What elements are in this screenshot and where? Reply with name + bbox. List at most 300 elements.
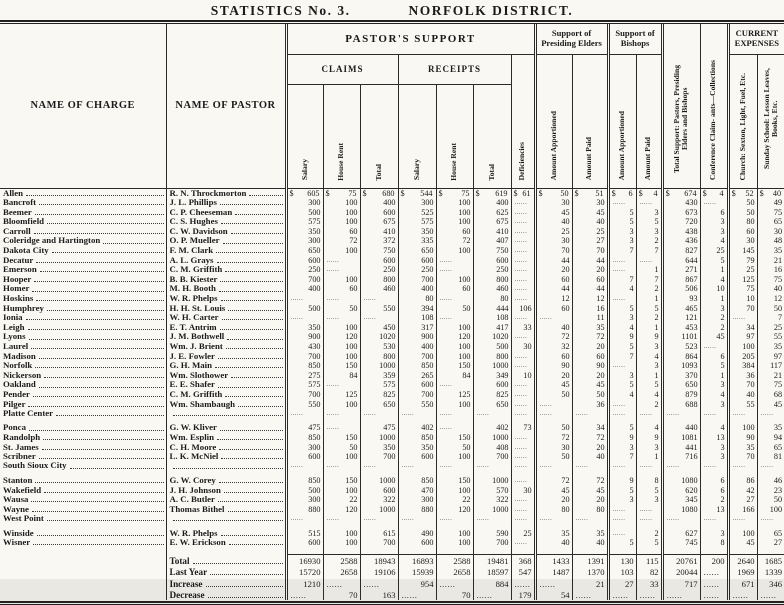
cell-deficiencies: ...... (511, 332, 535, 342)
cell-church-expenses: 205 (728, 351, 757, 361)
cell-sunday-school-expenses: 97 (757, 351, 784, 361)
cell-receipts-total: 1000 (473, 504, 511, 514)
money-wrap (512, 189, 532, 198)
cell-claims-house-rent: ...... (323, 265, 360, 275)
cell-conference-claimants: ...... (700, 514, 728, 528)
cell-receipts-salary: 900 (398, 332, 436, 342)
cell-claims-house-rent: ...... (323, 380, 360, 390)
cell-bishops-paid: 8 (636, 476, 662, 486)
dotted-leader (249, 195, 282, 196)
cell-church-expenses: 70 (728, 452, 757, 462)
cell-bishops-apportioned: 7 (608, 274, 636, 284)
cell-elders-paid: 11 (572, 313, 608, 323)
cell-elders-apportioned: 50 (535, 452, 572, 462)
cell-conference-claimants (700, 188, 728, 198)
cell-bishops-apportioned (608, 547, 636, 554)
cell-church-expenses: 166 (728, 504, 757, 514)
cell-claims-total: 825 (360, 390, 398, 400)
cell-bishops-apportioned: 7 (608, 246, 636, 256)
cell-church-expenses: 10 (728, 294, 757, 304)
cell-elders-paid: 70 (572, 246, 608, 256)
cell-receipts-total: 500 (473, 342, 511, 352)
cell-claims-total: ...... (360, 409, 398, 423)
cell-summary-label (166, 577, 286, 589)
cell-church-expenses: 97 (728, 332, 757, 342)
cell-church-expenses (728, 188, 757, 198)
cell-deficiencies: ...... (511, 461, 535, 475)
cell-claims-total: ...... (360, 294, 398, 304)
cell-elders-apportioned: 44 (535, 284, 572, 294)
cell-deficiencies: ...... (511, 390, 535, 400)
cell-charge-wrap (0, 461, 166, 470)
dollar-sign: $ (289, 188, 294, 198)
cell-claims-house-rent: 100 (323, 198, 360, 208)
cell-conference-claimants: 8 (700, 538, 728, 548)
cell-sunday-school-expenses: 65 (757, 217, 784, 227)
cell-claims-total: 550 (360, 303, 398, 313)
cell-deficiencies: 30 (511, 342, 535, 352)
cell-deficiencies: 73 (511, 423, 535, 433)
cell-total-support: ...... (662, 409, 700, 423)
cell-pastor-text: Wm. J. Brient (169, 341, 223, 351)
cell-sunday-school-expenses: 30 (757, 226, 784, 236)
cell-total-support: 453 (662, 322, 700, 332)
cell-claims-total: 530 (360, 342, 398, 352)
cell-bishops-paid: 33 (636, 577, 662, 589)
cell-receipts-house-rent: 84 (436, 370, 473, 380)
cell-conference-claimants: 5 (700, 255, 728, 265)
money-wrap (573, 189, 605, 198)
deficiencies-label: Deficiencies (517, 142, 527, 181)
cell-receipts-salary: 525 (398, 207, 436, 217)
dotted-leader (33, 396, 164, 397)
cell-charge (0, 390, 166, 400)
cell-pastor-text: E. T. Antrim (169, 321, 217, 332)
cell-receipts-house-rent: ...... (436, 380, 473, 390)
cell-receipts-salary: 350 (398, 442, 436, 452)
cell-elders-paid: 72 (572, 433, 608, 443)
cell-bishops-paid: 4 (636, 351, 662, 361)
table-row (0, 236, 784, 246)
table-row (0, 361, 784, 371)
cell-receipts-salary: 16893 (398, 554, 436, 566)
cell-receipts-house-rent: ...... (436, 265, 473, 275)
cell-elders-paid: 35 (572, 528, 608, 538)
cell-bishops-paid: 2 (636, 236, 662, 246)
cell-total-support: 436 (662, 236, 700, 246)
cell-claims-total: 600 (360, 207, 398, 217)
cell-receipts-salary: 600 (398, 452, 436, 462)
cell-deficiencies: ...... (511, 476, 535, 486)
cell-pastor-wrap (167, 246, 285, 255)
cell-deficiencies: ...... (511, 538, 535, 548)
cell-sunday-school-expenses: 117 (757, 361, 784, 371)
cell-elders-apportioned: 12 (535, 294, 572, 304)
cell-claims-salary: 880 (286, 504, 323, 514)
col-group-pastors-support: PASTOR'S SUPPORT (286, 24, 535, 54)
cell-total-support: ...... (662, 589, 700, 601)
cell-total-support: 345 (662, 495, 700, 505)
cell-receipts-house-rent: 150 (436, 476, 473, 486)
cell-deficiencies: ...... (511, 226, 535, 236)
dotted-leader (26, 195, 163, 196)
cell-charge-wrap (0, 198, 166, 207)
title-statistics: STATISTICS No. 3. (210, 3, 351, 18)
cell-bishops-apportioned: 3 (608, 442, 636, 452)
cell-elders-apportioned: 20 (535, 265, 572, 275)
cell-total-support: 644 (662, 255, 700, 265)
cell-elders-paid: 80 (572, 504, 608, 514)
col-header-receipts-salary (398, 85, 436, 188)
dotted-leader (218, 387, 283, 388)
cell-bishops-apportioned: 4 (608, 390, 636, 400)
cell-claims-salary (286, 547, 323, 554)
cell-claims-total: 650 (360, 399, 398, 409)
cell-conference-claimants: ...... (700, 409, 728, 423)
cell-elders-paid: 40 (572, 538, 608, 548)
dotted-leader (52, 252, 164, 253)
cell-pastor-text: G. W. Corey (169, 474, 216, 485)
cell-deficiencies: ...... (511, 380, 535, 390)
cell-charge-text: Hoskins (3, 293, 34, 304)
amount: 75 (348, 188, 357, 198)
dollar-sign: $ (731, 188, 736, 198)
cell-charge-text: Platte Center (3, 407, 54, 418)
cell-receipts-total (473, 547, 511, 554)
title-district: NORFOLK DISTRICT. (408, 3, 574, 18)
cell-receipts-salary: 300 (398, 198, 436, 208)
col-group-bishops: Support of Bishops (608, 24, 662, 54)
cell-total-support: 438 (662, 226, 700, 236)
dotted-leader (229, 544, 283, 545)
cell-pastor-text: Wm. Slothower (169, 369, 229, 380)
cell-total-support: 441 (662, 442, 700, 452)
dotted-leader (219, 449, 282, 450)
cell-elders-paid: 1391 (572, 554, 608, 566)
cell-sunday-school-expenses: ...... (757, 514, 784, 528)
cell-sunday-school-expenses: 48 (757, 236, 784, 246)
cell-charge-wrap (0, 495, 166, 504)
cell-charge-text: St. James (3, 441, 39, 452)
cell-deficiencies: ...... (511, 274, 535, 284)
cell-charge-text: Emerson (3, 264, 37, 275)
cell-pastor-wrap (167, 520, 285, 523)
col-header-receipts-total (473, 85, 511, 188)
money-wrap (637, 189, 659, 198)
cell-elders-apportioned: 70 (535, 246, 572, 256)
cell-deficiencies: 179 (511, 589, 535, 601)
cell-pastor (166, 547, 286, 554)
col-header-receipts-house-rent (436, 85, 473, 188)
cell-bishops-apportioned: 3 (608, 226, 636, 236)
cell-claims-house-rent (323, 188, 360, 198)
cell-receipts-house-rent (436, 547, 473, 554)
cell-pastor-text: W. R. Phelps (169, 293, 218, 304)
cell-claims-salary: 700 (286, 274, 323, 284)
cell-elders-apportioned: 32 (535, 342, 572, 352)
amount: 680 (382, 188, 395, 198)
cell-church-expenses: 34 (728, 322, 757, 332)
cell-receipts-salary (398, 547, 436, 554)
cell-receipts-salary: 850 (398, 433, 436, 443)
cell-claims-salary (286, 188, 323, 198)
cell-charge (0, 495, 166, 505)
cell-elders-paid: 30 (572, 198, 608, 208)
dotted-leader (34, 281, 163, 282)
cell-charge (0, 303, 166, 313)
cell-charge-text: Randolph (3, 431, 41, 442)
cell-claims-house-rent: ...... (323, 423, 360, 433)
money-wrap (288, 189, 321, 198)
cell-conference-claimants: 45 (700, 332, 728, 342)
cell-claims-salary: 300 (286, 442, 323, 452)
dotted-leader (222, 319, 283, 320)
cell-elders-paid: ...... (572, 589, 608, 601)
col-group-presiding-elders: Support of Presiding Elders (535, 24, 608, 54)
cell-total-support: 716 (662, 452, 700, 462)
cell-church-expenses: 100 (728, 528, 757, 538)
cell-pastor-text: C. H. Moore (169, 441, 217, 452)
cell-conference-claimants: 6 (700, 351, 728, 361)
cell-summary-label-text: Last Year (169, 567, 208, 578)
cell-church-expenses: 100 (728, 342, 757, 352)
table-body (0, 188, 784, 600)
cell-church-expenses: ...... (728, 409, 757, 423)
cell-claims-house-rent: 100 (323, 452, 360, 462)
cell-church-expenses: 50 (728, 207, 757, 217)
cell-charge-text: Wayne (3, 503, 29, 514)
cell-charge-text: Beemer (3, 206, 32, 217)
cell-receipts-house-rent: 100 (436, 485, 473, 495)
cell-charge-wrap (0, 433, 166, 442)
cell-elders-paid: 20 (572, 370, 608, 380)
cell-conference-claimants: 3 (700, 399, 728, 409)
cell-pastor-wrap (167, 294, 285, 303)
cell-bishops-paid: 115 (636, 554, 662, 566)
cell-elders-paid: 16 (572, 303, 608, 313)
cell-pastor-text: Wm. Shambaugh (169, 398, 236, 409)
cell-total-support: 523 (662, 342, 700, 352)
cell-elders-paid: ...... (572, 409, 608, 423)
cell-claims-salary: ...... (286, 313, 323, 323)
table-row (0, 423, 784, 433)
cell-pastor-text: J. M. Bothwell (169, 331, 225, 342)
cell-receipts-total: 750 (473, 246, 511, 256)
cell-claims-total: 675 (360, 217, 398, 227)
cell-bishops-apportioned: 7 (608, 452, 636, 462)
cell-receipts-total: 700 (473, 538, 511, 548)
cell-conference-claimants: 25 (700, 246, 728, 256)
cell-charge-wrap (0, 409, 166, 418)
cell-receipts-salary: 700 (398, 274, 436, 284)
dotted-leader (220, 281, 282, 282)
cell-bishops-paid: 1 (636, 265, 662, 275)
cell-summary-label-wrap (167, 557, 285, 566)
cell-receipts-total: 349 (473, 370, 511, 380)
cell-receipts-total: 800 (473, 274, 511, 284)
cell-total-support: 20761 (662, 554, 700, 566)
cell-elders-apportioned: 1487 (535, 566, 572, 578)
amount: 4 (653, 188, 658, 198)
dotted-leader (216, 252, 282, 253)
dotted-leader (224, 492, 283, 493)
cell-elders-paid: 45 (572, 485, 608, 495)
cell-elders-paid: 50 (572, 390, 608, 400)
cell-claims-house-rent: ...... (323, 577, 360, 589)
cell-elders-paid: 20 (572, 342, 608, 352)
cell-receipts-total: ...... (473, 409, 511, 423)
dotted-leader (31, 501, 163, 502)
cell-church-expenses: ...... (728, 313, 757, 323)
cell-pastor-wrap (167, 433, 285, 442)
cell-claims-salary: 500 (286, 207, 323, 217)
cell-elders-apportioned: 60 (535, 274, 572, 284)
cell-bishops-apportioned: 4 (608, 284, 636, 294)
cell-sunday-school-expenses: 21 (757, 255, 784, 265)
cell-church-expenses: 671 (728, 577, 757, 589)
cell-elders-apportioned: ...... (535, 461, 572, 475)
church-expenses-label: Church: Sexton, Light, Fuel, Etc. (737, 73, 747, 181)
cell-deficiencies: ...... (511, 495, 535, 505)
cell-total-support: 20044 (662, 566, 700, 578)
cell-elders-apportioned: 72 (535, 476, 572, 486)
cell-bishops-paid: 5 (636, 485, 662, 495)
dotted-leader (193, 563, 283, 564)
cell-charge-wrap (0, 390, 166, 399)
cell-claims-total: 450 (360, 322, 398, 332)
cell-claims-house-rent: 120 (323, 332, 360, 342)
cell-claims-salary: 850 (286, 361, 323, 371)
cell-elders-paid: 90 (572, 361, 608, 371)
amount: 674 (684, 188, 697, 198)
table-row (0, 538, 784, 548)
dotted-leader (231, 377, 282, 378)
cell-total-support: 440 (662, 423, 700, 433)
cell-receipts-house-rent: 72 (436, 236, 473, 246)
cell-summary-label-text: Decrease (169, 590, 205, 601)
cell-elders-paid: 34 (572, 423, 608, 433)
cell-bishops-paid: 5 (636, 380, 662, 390)
cell-claims-salary: 600 (286, 538, 323, 548)
cell-total-support (662, 188, 700, 198)
table-row (0, 485, 784, 495)
cell-elders-apportioned: ...... (535, 577, 572, 589)
cell-claims-house-rent: ...... (323, 514, 360, 528)
cell-bishops-paid: 1 (636, 452, 662, 462)
table-row (0, 294, 784, 304)
spacer-row (0, 547, 784, 554)
salary-label: Salary (299, 159, 309, 181)
cell-receipts-total: 1000 (473, 361, 511, 371)
cell-bishops-apportioned: ...... (608, 504, 636, 514)
cell-conference-claimants: 6 (700, 207, 728, 217)
cell-claims-house-rent: ...... (323, 294, 360, 304)
cell-receipts-house-rent: 50 (436, 442, 473, 452)
cell-total-support: 1101 (662, 332, 700, 342)
cell-elders-paid (572, 188, 608, 198)
cell-claims-total: 1000 (360, 476, 398, 486)
cell-pastor (166, 265, 286, 275)
dollar-sign: $ (325, 188, 330, 198)
cell-pastor-text: J. H. Johnson (169, 484, 221, 495)
cell-charge-wrap (0, 304, 166, 313)
cell-total-support: 745 (662, 538, 700, 548)
cell-pastor-text: B. B. Kiester (169, 273, 218, 284)
cell-church-expenses: 36 (728, 370, 757, 380)
cell-pastor-wrap (167, 390, 285, 399)
cell-conference-claimants: 6 (700, 476, 728, 486)
dotted-leader (218, 358, 283, 359)
cell-claims-house-rent: 100 (323, 342, 360, 352)
cell-church-expenses: 86 (728, 476, 757, 486)
table-header (0, 24, 784, 188)
cell-receipts-house-rent: 100 (436, 322, 473, 332)
cell-bishops-paid: ...... (636, 504, 662, 514)
dotted-leader (221, 300, 283, 301)
cell-church-expenses: 55 (728, 399, 757, 409)
cell-conference-claimants: 6 (700, 485, 728, 495)
cell-pastor-text: W. H. Carter (169, 312, 219, 323)
cell-conference-claimants: 2 (700, 313, 728, 323)
cell-claims-total: 615 (360, 528, 398, 538)
dollar-sign: $ (638, 188, 643, 198)
total-support-label: Total Support: Pastors, Presiding Elders and Bishops (672, 64, 690, 173)
cell-sunday-school-expenses: 12 (757, 294, 784, 304)
cell-elders-apportioned: 60 (535, 351, 572, 361)
cell-claims-salary: ...... (286, 514, 323, 528)
cell-deficiencies: 368 (511, 554, 535, 566)
cell-total-support: 1080 (662, 476, 700, 486)
cell-receipts-house-rent: 100 (436, 274, 473, 284)
dotted-leader (35, 482, 163, 483)
cell-bishops-apportioned: ...... (608, 528, 636, 538)
cell-charge-text: Pender (3, 388, 30, 399)
cell-receipts-house-rent: 100 (436, 246, 473, 256)
cell-claims-total: 1020 (360, 332, 398, 342)
cell-pastor-text: M. H. Booth (169, 283, 216, 294)
table-row (0, 303, 784, 313)
cell-receipts-total: 408 (473, 442, 511, 452)
dotted-leader (219, 291, 283, 292)
cell-claims-salary: 575 (286, 217, 323, 227)
cell-pastor-wrap (167, 342, 285, 351)
cell-conference-claimants: 3 (700, 217, 728, 227)
cell-receipts-house-rent: 100 (436, 452, 473, 462)
dotted-leader (35, 214, 164, 215)
money-wrap (664, 189, 698, 198)
cell-receipts-house-rent (436, 188, 473, 198)
dotted-leader (33, 544, 163, 545)
cell-receipts-house-rent: 22 (436, 495, 473, 505)
dotted-leader (32, 511, 164, 512)
cell-claims-salary: 15720 (286, 566, 323, 578)
cell-receipts-total: 400 (473, 198, 511, 208)
table-row (0, 217, 784, 227)
cell-claims-total: 350 (360, 442, 398, 452)
cell-claims-total: 372 (360, 236, 398, 246)
cell-conference-claimants: 10 (700, 284, 728, 294)
cell-claims-total: 18943 (360, 554, 398, 566)
cell-sunday-school-expenses: 45 (757, 399, 784, 409)
cell-pastor-wrap (167, 476, 285, 485)
salary-label: Salary (411, 159, 421, 181)
cell-pastor (166, 198, 286, 208)
cell-charge (0, 342, 166, 352)
dotted-leader (228, 511, 283, 512)
cell-church-expenses: 50 (728, 198, 757, 208)
money-wrap (730, 189, 755, 198)
cell-summary-label (166, 566, 286, 578)
